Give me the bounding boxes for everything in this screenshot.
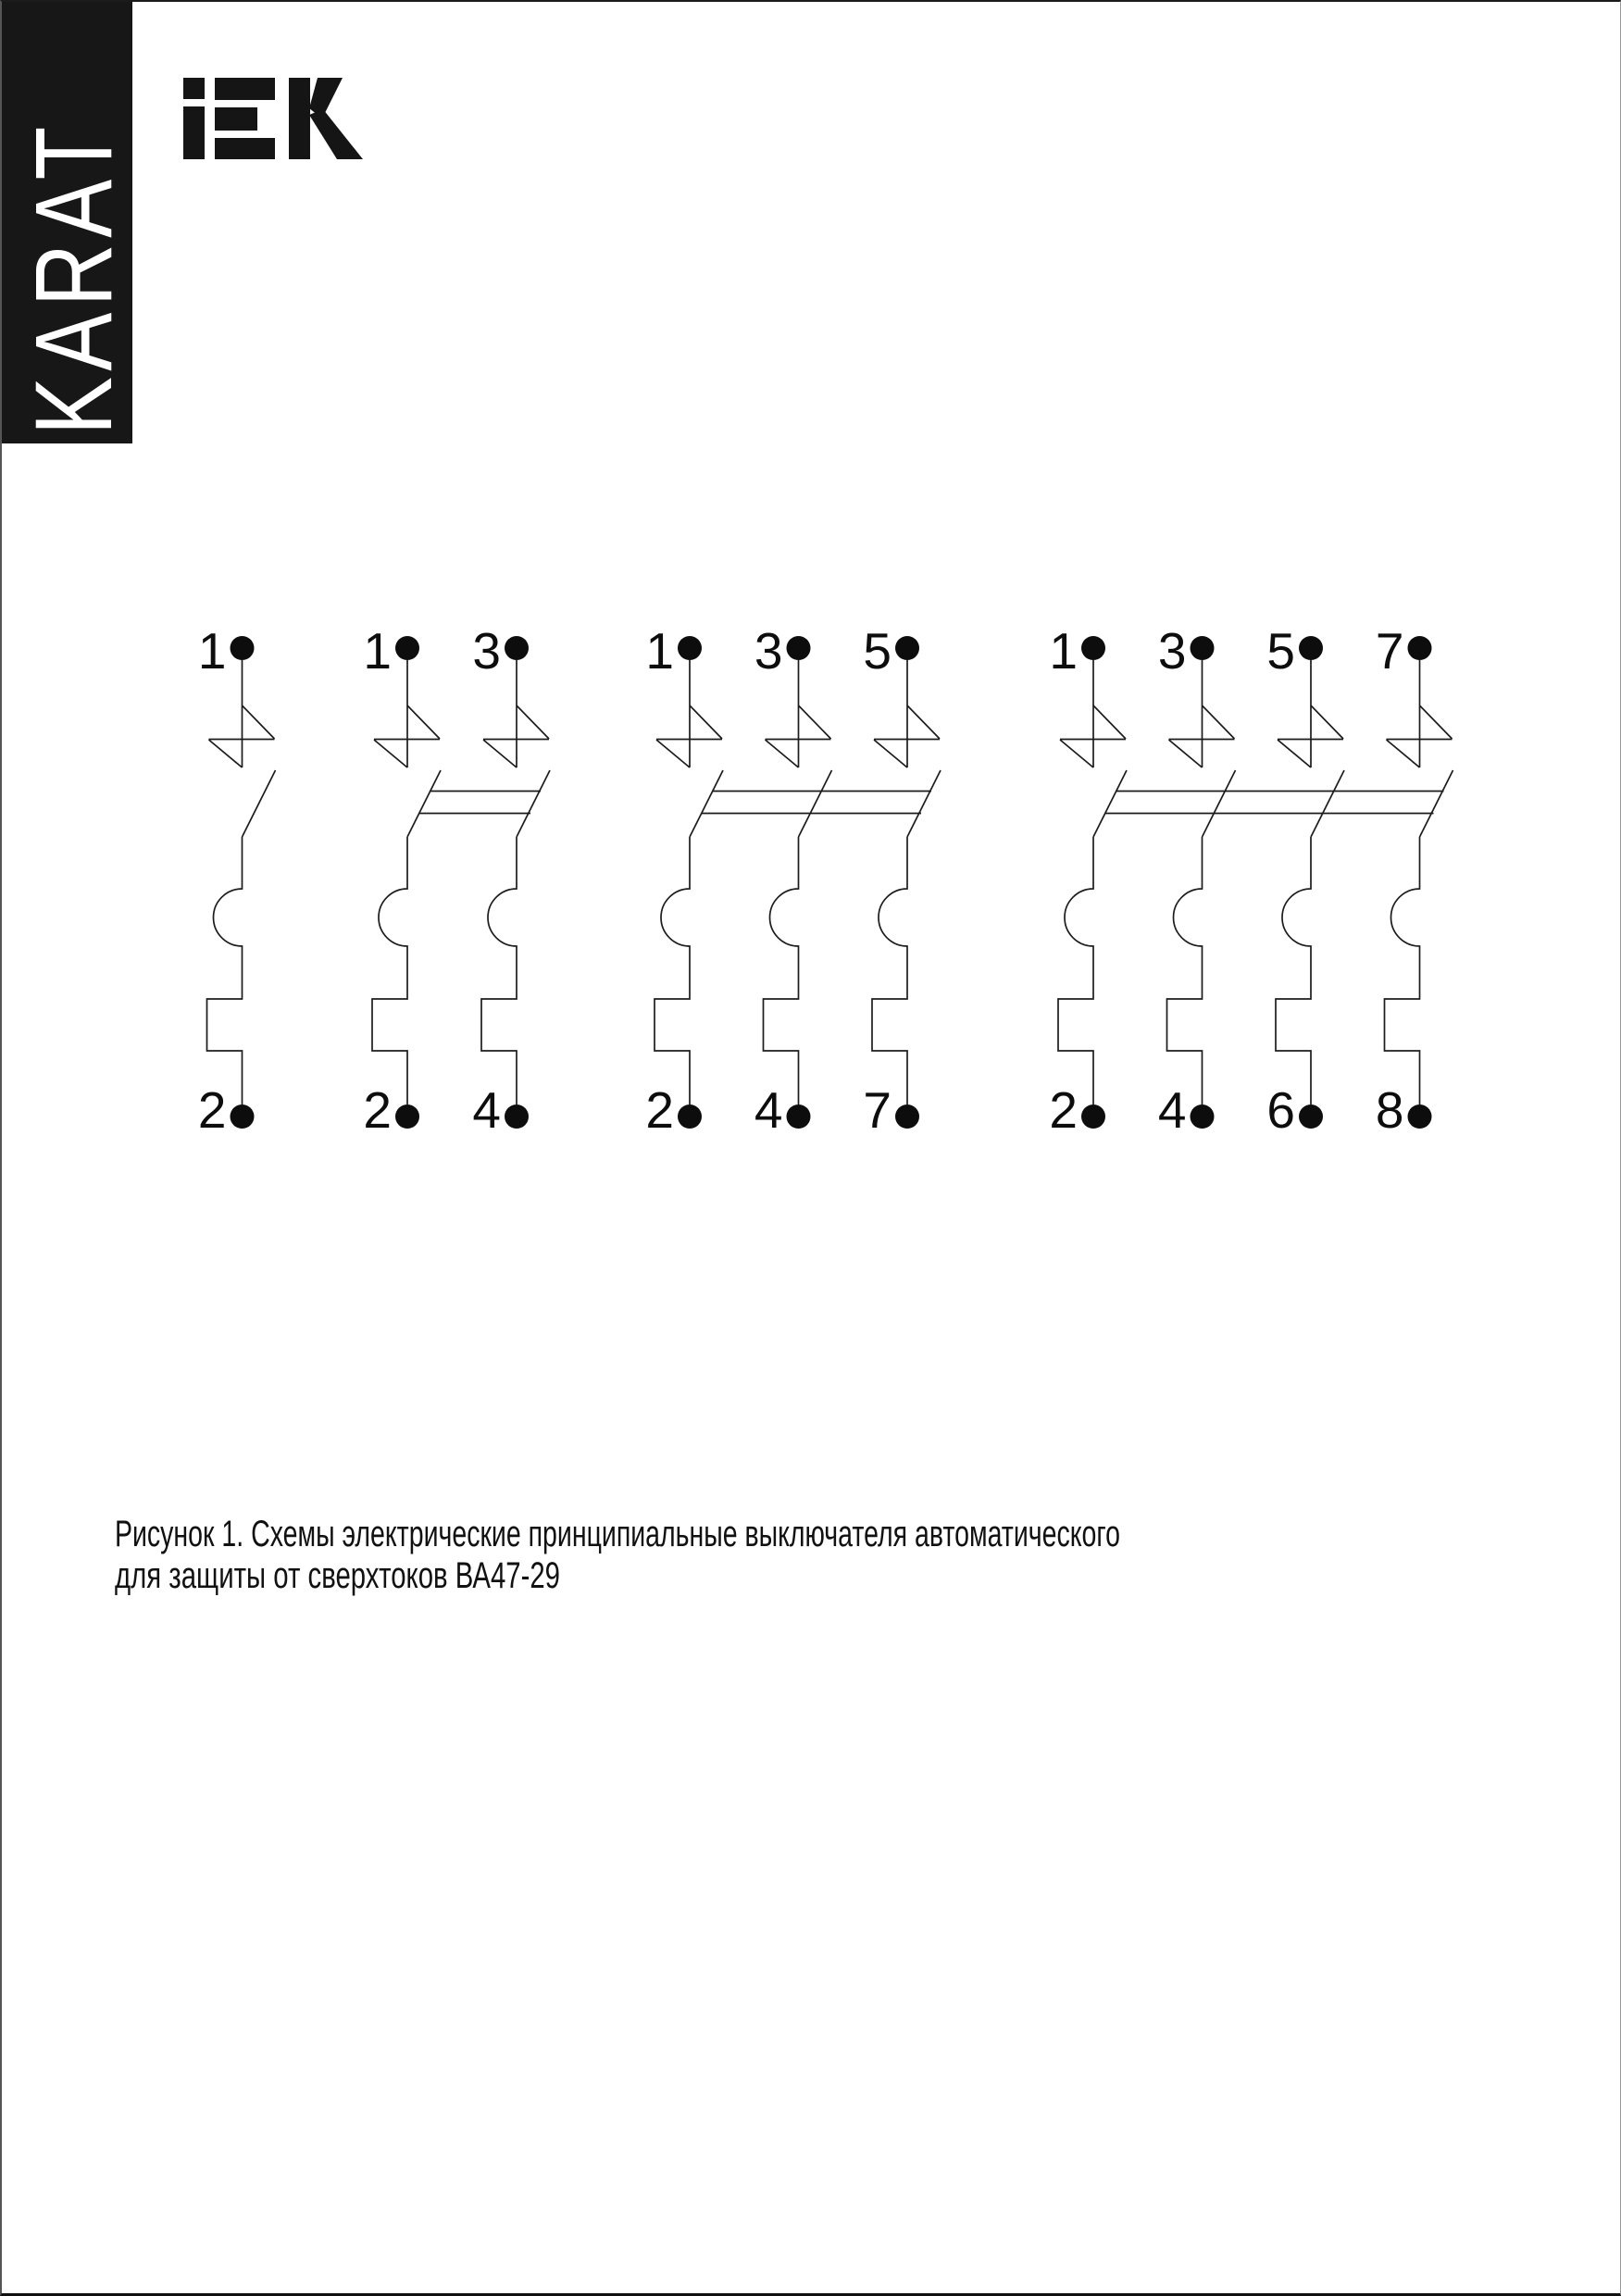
karat-banner-label: KARAT [11, 120, 132, 435]
pole-symbol [1058, 660, 1127, 1104]
terminal-bottom-label: 4 [1157, 1081, 1187, 1139]
pole-symbol [872, 660, 941, 1104]
terminal-dot-bottom [787, 1104, 811, 1129]
terminal-bottom-label: 4 [472, 1081, 501, 1139]
terminal-dot-top [1299, 636, 1323, 660]
terminal-top-label: 1 [645, 622, 674, 680]
terminal-dot-bottom [895, 1104, 919, 1129]
terminal-top-label: 5 [863, 622, 892, 680]
terminal-dot-top [1408, 636, 1432, 660]
terminal-dot-top [505, 636, 529, 660]
pole-symbol [1167, 660, 1236, 1104]
breaker-diagram-1-pole [198, 622, 276, 1139]
terminal-dot-top [1191, 636, 1215, 660]
terminal-dot-bottom [1191, 1104, 1215, 1129]
terminal-bottom-label: 4 [754, 1081, 783, 1139]
breaker-diagram-4-pole [1049, 622, 1453, 1139]
figure-caption-line2: для защиты от сверхтоков ВА47-29 [115, 1555, 560, 1596]
terminal-dot-bottom [231, 1104, 255, 1129]
terminal-dot-top [231, 636, 255, 660]
terminal-dot-bottom [1408, 1104, 1432, 1129]
breaker-diagrams [198, 622, 1453, 1139]
terminal-top-label: 1 [363, 622, 392, 680]
terminal-bottom-label: 2 [645, 1081, 674, 1139]
breaker-diagram-3-pole [645, 622, 941, 1139]
pole-symbol [372, 660, 441, 1104]
pole-symbol [764, 660, 832, 1104]
schematics-canvas [2, 2, 1621, 2293]
terminal-bottom-label: 2 [197, 1081, 227, 1139]
terminal-top-label: 3 [1157, 622, 1187, 680]
terminal-dot-top [678, 636, 702, 660]
terminal-dot-bottom [1299, 1104, 1323, 1129]
terminal-top-label: 7 [1375, 622, 1404, 680]
terminal-dot-bottom [1081, 1104, 1105, 1129]
terminal-bottom-label: 2 [1049, 1081, 1078, 1139]
terminal-top-label: 5 [1266, 622, 1295, 680]
terminal-dot-bottom [395, 1104, 419, 1129]
pole-symbol [1276, 660, 1344, 1104]
terminal-bottom-label: 8 [1375, 1081, 1404, 1139]
pole-symbol [1385, 660, 1453, 1104]
breaker-diagram-2-pole [363, 622, 550, 1139]
terminal-dot-top [1081, 636, 1105, 660]
terminal-dot-bottom [505, 1104, 529, 1129]
pole-symbol [481, 660, 550, 1104]
terminal-top-label: 3 [754, 622, 783, 680]
terminal-dot-bottom [678, 1104, 702, 1129]
terminal-top-label: 1 [1049, 622, 1078, 680]
pole-symbol [655, 660, 723, 1104]
terminal-dot-top [395, 636, 419, 660]
terminal-bottom-label: 6 [1266, 1081, 1295, 1139]
terminal-bottom-label: 2 [363, 1081, 392, 1139]
figure-caption-line1: Рисунок 1. Схемы электрические принципиальные выключателя автоматического [115, 1514, 1120, 1554]
terminal-top-label: 3 [472, 622, 501, 680]
pole-symbol [207, 660, 276, 1104]
terminal-dot-top [895, 636, 919, 660]
terminal-dot-top [787, 636, 811, 660]
terminal-bottom-label: 7 [863, 1081, 892, 1139]
terminal-top-label: 1 [197, 622, 227, 680]
